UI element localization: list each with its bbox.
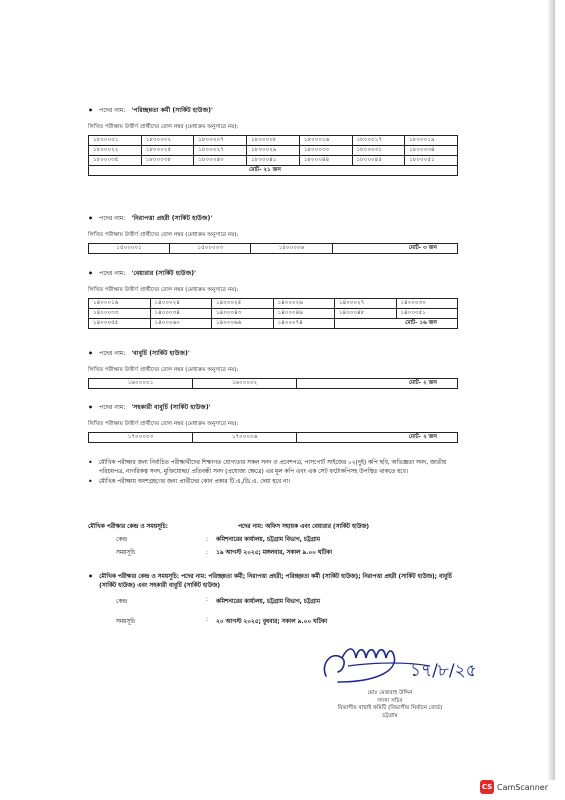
colon: : [206, 537, 208, 543]
note-text: মৌখিক পরীক্ষায় অংশগ্রহণের জন্য প্রার্থীদের কোন প্রকার টি.এ./ডি.এ. দেয়া হবে না। [98, 479, 291, 485]
post-title: 'পরিচ্ছন্নতা কর্মী (সার্কিট হাউজ)' [131, 107, 213, 114]
schedule-value: ২০ আগস্ট ২০২৫; বুধবার; সকাল ৯.০০ ঘটিকা [216, 619, 328, 625]
roll-cell: ১৮০০০৩০ [299, 146, 352, 156]
roll-cell: ১৮০০০২৫ [141, 146, 194, 156]
exam-schedule-row [88, 617, 468, 627]
post-title: 'নিরাপত্তা প্রহরী (সার্কিট হাউজ)' [131, 215, 213, 222]
post-title: 'বেয়ারার (সার্কিট হাউজ)' [131, 270, 196, 277]
roll-table [88, 378, 458, 389]
signature-scribble [318, 636, 477, 688]
table-row [89, 433, 458, 443]
roll-cell: ১৮০০০২৭ [194, 146, 247, 156]
total-count: মোট- ২১ জন [89, 166, 458, 176]
roll-cell: ১৪০০০৬৬ [212, 319, 274, 329]
post-section-cleaner [88, 105, 458, 176]
post-title-row [88, 348, 458, 359]
colon: : [206, 550, 208, 556]
roll-subtitle: লিখিত পরীক্ষায় উত্তীর্ণ প্রার্থীদের রোল নম্বর (মেধাক্রম অনুসারে নয়): [88, 421, 239, 427]
roll-cell: ১৮০০০৫১ [405, 156, 458, 166]
exam-heading-text: মৌখিক পরীক্ষার কেন্দ্র ও সময়সূচি: পদের নাম: পরিচ্ছন্নতা কর্মী; নিরাপত্তা প্রহরী; পরিচ্ছন্নতা কর্মী (সার্কিট হাউজ); নিরাপত্তা প্রহরী (সার্কিট হাউজ); বাবুর্চি (সার্কিট হাউজ) এবং সহকারী বাবুর্চি (সার্কিট হাউজ) [99, 574, 452, 589]
note-item [88, 478, 468, 487]
schedule-label: সময়সূচি [116, 619, 136, 625]
roll-cell: ১৮০০০০১ [89, 136, 142, 146]
roll-cell: ১৪০০০৪৩ [212, 309, 274, 319]
exam-schedule-2 [88, 573, 468, 627]
roll-subtitle: লিখিত পরীক্ষায় উত্তীর্ণ প্রার্থীদের রোল নম্বর (মেধাক্রম অনুসারে নয়): [88, 232, 239, 238]
roll-cell: ১৮০০০০২ [141, 136, 194, 146]
post-title-row [88, 213, 458, 224]
signatory-committee: বিভাগীয় বাছাই কমিটি (বিভাগীয় নির্বাচন বোর্ড) [337, 705, 443, 711]
bullet-icon: • [88, 477, 93, 486]
roll-cell: ১৮০০০৩৫ [89, 156, 142, 166]
post-title: 'বাবুর্চি (সার্কিট হাউজ)' [131, 350, 190, 357]
roll-cell: ১৮০০০৪৫ [352, 156, 405, 166]
table-row [89, 379, 458, 389]
roll-subtitle: লিখিত পরীক্ষায় উত্তীর্ণ প্রার্থীদের রোল নম্বর (মেধাক্রম অনুসারে নয়): [88, 287, 239, 293]
instructions [88, 459, 468, 489]
signature-block [300, 690, 480, 720]
note-item [88, 459, 468, 476]
post-title-row [88, 268, 458, 279]
roll-cell: ১৮০০০৪৪ [299, 156, 352, 166]
roll-table [88, 298, 458, 329]
roll-cell: ১৪০০০২৭ [335, 299, 397, 309]
roll-cell: ১৪০০০৫১ [396, 309, 458, 319]
post-title-row [88, 402, 458, 413]
roll-cell: ১৮০০০১৭ [352, 136, 405, 146]
table-row [89, 146, 458, 156]
roll-cell: ১৮০০০২২ [89, 146, 142, 156]
signature-date: ১৭/৮/২৫ [410, 661, 477, 681]
camscanner-watermark [480, 779, 548, 795]
colon: : [206, 597, 208, 603]
roll-cell: ১৪০০০৩৩ [89, 309, 151, 319]
bullet-icon: • [88, 458, 93, 467]
roll-cell: ১৪০০০১৬ [89, 299, 151, 309]
roll-cell: ১৮০০০০৭ [194, 136, 247, 146]
signatory-designation: সদস্য সচিব [377, 697, 403, 704]
bullet-icon: • [88, 105, 94, 115]
post-section-bearer [88, 268, 458, 329]
total-count: মোট- ২ জন [297, 433, 458, 443]
signatory-name: মোঃ মেজবাহ উদ্দিন [367, 690, 413, 696]
table-row [89, 136, 458, 146]
roll-cell: ১৮০০০৩৪ [405, 146, 458, 156]
exam-heading-left: মৌখিক পরীক্ষার কেন্দ্র ও সময়সূচি: [88, 524, 168, 530]
roll-cell: ১৮০০০১৬ [299, 136, 352, 146]
roll-cell: ১৪০০০৪৮ [335, 309, 397, 319]
schedule-value: ১৯ আগস্ট ২০২৫; মঙ্গলবার, সকাল ৯.০০ ঘটিকা [216, 550, 333, 556]
roll-subtitle: লিখিত পরীক্ষায় উত্তীর্ণ প্রার্থীদের রোল নম্বর (মেধাক্রম অনুসারে নয়): [88, 367, 239, 373]
page-edge-shadow [547, 0, 555, 780]
roll-cell: ১৬০০০০১ [89, 379, 193, 389]
table-row [89, 244, 458, 254]
schedule-label: সময়সূচি [116, 550, 136, 556]
roll-cell: ১৪০০০৬০ [150, 319, 212, 329]
exam-heading [88, 573, 468, 590]
note-text: মৌখিক পরীক্ষার জন্য নির্বাচিত পরীক্ষার্থীদের শিক্ষাগত যোগ্যতার সকল সনদ ও প্রবেশপত্র, পাসপোর্ট সাইজের ০২(দুই) কপি ছবি, অভিজ্ঞতা সনদ, জাতীয় পরিচয়পত্র, নাগরিকত্ব সনদ, মুক্তিযোদ্ধা/ প্রতিবন্ধী সনদ (প্রযোজ্য ক্ষেত্রে) এর মূল কপি এবং এক সেট ফটোকপিসহ উপস্থিত থাকতে হবে। [98, 460, 447, 475]
roll-cell: ১৫০০০০১ [89, 244, 170, 254]
roll-table [88, 432, 458, 443]
colon: : [206, 617, 208, 623]
bullet-icon: • [88, 348, 94, 358]
roll-cell: ১৬০০০০২ [193, 379, 297, 389]
post-label: পদের নাম: [99, 270, 126, 277]
exam-schedule-row [88, 547, 468, 560]
center-value: কমিশনারের কার্যালয়, চট্টগ্রাম বিভাগ, চট্টগ্রাম [216, 537, 320, 543]
bullet-icon: • [88, 213, 94, 223]
post-label: পদের নাম: [99, 107, 126, 114]
post-section-cook [88, 348, 458, 389]
roll-cell: ১৪০০০২৪ [150, 299, 212, 309]
center-label: কেন্দ্র [116, 599, 128, 605]
camscanner-name: CamScanner [497, 782, 549, 792]
total-count: মোট- ১৬ জন [335, 319, 458, 329]
bullet-icon: • [88, 572, 94, 581]
exam-center-row [88, 534, 468, 547]
exam-heading-right: পদের নাম: অফিস সহায়ক এবং বেয়ারার (সার্কিট হাউজ) [238, 524, 370, 530]
bullet-icon: • [88, 268, 94, 278]
roll-cell: ১৭০০০০৩ [89, 433, 193, 443]
roll-cell: ১৪০০০৪৬ [273, 309, 335, 319]
bullet-icon: • [88, 402, 94, 412]
roll-cell: ১৪০০০৩০ [396, 299, 458, 309]
post-title: 'সহকারী বাবুর্চি (সার্কিট হাউজ)' [131, 404, 211, 411]
roll-cell: ১৪০০০২৬ [273, 299, 335, 309]
roll-cell: ১৪০০০৩৪ [150, 309, 212, 319]
exam-schedule-1 [88, 521, 468, 560]
post-label: পদের নাম: [99, 215, 126, 222]
table-total-row [89, 166, 458, 176]
total-count: মোট- ২ জন [297, 379, 458, 389]
post-label: পদের নাম: [99, 350, 126, 357]
total-count: মোট- ৩ জন [332, 244, 457, 254]
center-label: কেন্দ্র [116, 537, 128, 543]
exam-center-row [88, 597, 468, 607]
table-row [89, 156, 458, 166]
post-section-security-guard [88, 213, 458, 254]
roll-cell: ১৪০০০২৫ [212, 299, 274, 309]
roll-cell: ১৭০০০০৬ [193, 433, 297, 443]
exam-heading [88, 521, 468, 534]
roll-cell: ১৮০০০২৯ [247, 146, 300, 156]
post-title-row [88, 105, 458, 116]
roll-table [88, 135, 458, 176]
roll-cell: ১৮০০০০৮ [247, 136, 300, 146]
roll-cell: ১৮০০০৩৮ [141, 156, 194, 166]
signatory-place: চট্টগ্রাম [382, 712, 398, 719]
roll-cell: ১৮০০০৩১ [352, 146, 405, 156]
post-section-assistant-cook [88, 402, 458, 443]
roll-cell: ১৫০০০০৩ [170, 244, 251, 254]
camscanner-logo-icon: CS [480, 780, 494, 794]
roll-cell: ১৮০০০৪১ [247, 156, 300, 166]
roll-subtitle: লিখিত পরীক্ষায় উত্তীর্ণ প্রার্থীদের রোল নম্বর (মেধাক্রম অনুসারে নয়): [88, 124, 239, 130]
center-value: কমিশনারের কার্যালয়, চট্টগ্রাম বিভাগ, চট্টগ্রাম [216, 599, 320, 605]
table-row [89, 319, 458, 329]
table-row [89, 309, 458, 319]
roll-cell: ১৪০০০৭৪ [273, 319, 335, 329]
roll-cell: ১৪০০০৫৫ [89, 319, 151, 329]
roll-cell: ১৫০০০০৬ [251, 244, 332, 254]
roll-cell: ১৮০০০১৯ [405, 136, 458, 146]
table-row [89, 299, 458, 309]
roll-table [88, 243, 458, 254]
post-label: পদের নাম: [99, 404, 126, 411]
roll-cell: ১৮০০০৪০ [194, 156, 247, 166]
